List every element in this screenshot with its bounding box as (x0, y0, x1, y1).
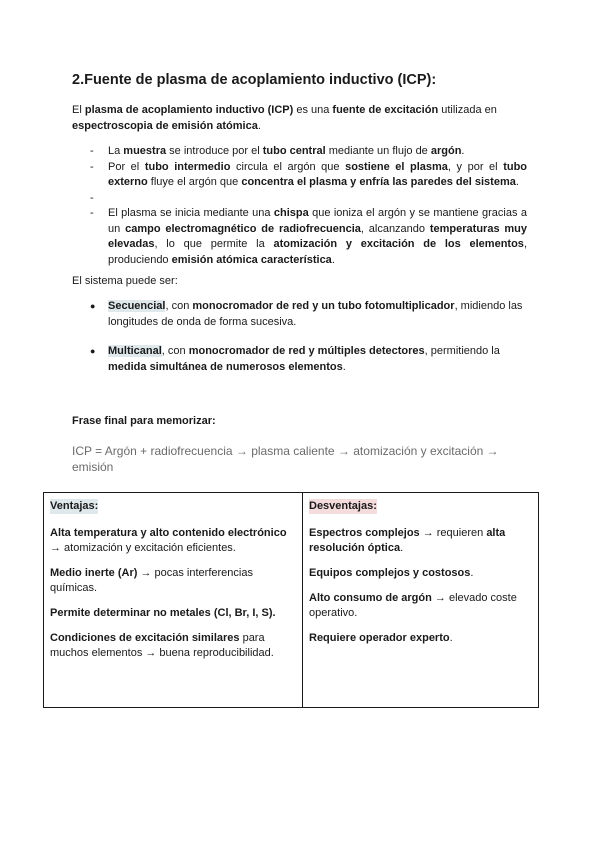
dash-bold: sostiene el plasma (345, 160, 448, 173)
bullet-text: , midiendo las longitudes de onda de forma sucesiva. (108, 300, 523, 328)
dash-text: , y por el (447, 160, 504, 173)
dash-text: mediante un flujo de (325, 145, 431, 157)
disadvantage-text: . (449, 632, 453, 644)
intro-text-3: utilizada en (438, 104, 497, 116)
disadvantage-item (309, 631, 532, 646)
advantage-item (50, 566, 296, 596)
dash-bold: argón (430, 145, 462, 157)
advantage-text: → atomización y excitación eficientes. (50, 542, 236, 554)
dash-bold: tubo central (262, 145, 326, 157)
bullet-text: . (342, 360, 346, 373)
intro-text-1: El (72, 104, 85, 116)
highlight-term: Multicanal (108, 345, 162, 357)
bullet-multicanal (90, 344, 527, 375)
intro-bold-3: espectroscopia de emisión atómica (72, 120, 258, 132)
bullet-bold: medida simultánea de numerosos elementos (108, 360, 343, 373)
intro-bold-2: fuente de excitación (332, 104, 439, 116)
intro-paragraph (72, 102, 527, 134)
intro-text-4: . (257, 120, 261, 132)
disadvantage-item (309, 591, 532, 621)
advantage-bold: Alta temperatura y alto contenido electrónico (50, 527, 287, 539)
bullet-bold: monocromador de red y un tubo fotomultiplicador (192, 300, 455, 312)
advantages-title: Ventajas: (50, 500, 99, 512)
memorize-title: Frase final para memorizar: (72, 415, 216, 427)
advantage-bold: Condiciones de excitación similares (50, 632, 240, 644)
dash-text: El plasma se inicia mediante una (108, 207, 274, 219)
advantage-bold: Medio inerte (Ar) (50, 567, 138, 579)
dash-bold: emisión atómica característica (171, 253, 332, 266)
dash-text: . (515, 176, 519, 188)
dash-text: fluye el argón que (147, 176, 242, 188)
dash-text: Por el (108, 160, 145, 173)
intro-text-2: es una (293, 104, 333, 116)
comparison-table (43, 492, 539, 708)
disadvantage-bold: Equipos complejos y costosos (309, 567, 471, 579)
disadvantage-bold: Espectros complejos (309, 527, 420, 539)
dash-bold: muestra (123, 145, 167, 157)
disadvantage-text: → elevado coste operativo. (309, 592, 517, 619)
dash-text: se introduce por el (166, 145, 263, 157)
bullet-text: , permitiendo la (424, 345, 500, 357)
dash-bold: tubo externo (108, 160, 528, 188)
dash-text: que ioniza el argón y se mantiene gracias a un (108, 207, 527, 235)
disadvantages-cell (303, 493, 539, 708)
advantage-text: para muchos elementos → buena reproducibilidad. (50, 632, 274, 659)
dash-item-empty (90, 191, 527, 207)
dash-bold: temperaturas muy elevadas (108, 222, 528, 250)
advantage-bold: Permite determinar no metales (Cl, Br, I, S). (50, 607, 276, 619)
dash-item-tubos (90, 160, 527, 191)
dash-text: , produciendo (108, 238, 527, 266)
memorize-formula: ICP = Argón + radiofrecuencia → plasma caliente → atomización y excitación → emisión (72, 444, 499, 474)
disadvantage-item (309, 566, 532, 581)
system-types-list (90, 299, 527, 389)
disadvantage-text: → requieren (419, 527, 487, 539)
disadvantage-bold: alta resolución óptica (309, 527, 506, 554)
dash-item-muestra (90, 144, 527, 160)
advantage-item (50, 606, 296, 621)
advantage-item (50, 526, 296, 556)
disadvantage-item (309, 526, 532, 556)
dash-text: , alcanzando (360, 222, 430, 235)
dash-list (90, 144, 527, 268)
dash-bold: chispa (273, 207, 309, 219)
disadvantages-title: Desventajas: (309, 500, 377, 512)
intro-bold-1: plasma de acoplamiento inductivo (ICP) (84, 104, 294, 116)
dash-bold: campo electromagnético de radiofrecuencia (125, 222, 361, 235)
advantage-text: → pocas interferencias químicas. (50, 567, 253, 594)
dash-item-chispa (90, 206, 527, 268)
highlight-term: Secuencial (108, 300, 166, 312)
dash-bold: tubo intermedio (144, 160, 231, 173)
section-heading: 2.Fuente de plasma de acoplamiento inductivo (ICP): (72, 72, 437, 88)
bullet-text: , con (161, 345, 189, 357)
table-row (44, 493, 539, 708)
dash-bold: concentra el plasma y enfría las paredes del sistema (241, 176, 516, 188)
disadvantage-bold: Alto consumo de argón (309, 592, 432, 604)
system-intro: El sistema puede ser: (72, 275, 178, 287)
bullet-text: , con (165, 300, 193, 312)
bullet-bold: monocromador de red y múltiples detectores (188, 345, 425, 357)
dash-text: . (461, 145, 465, 157)
advantage-item (50, 631, 296, 661)
dash-text: . (331, 253, 335, 266)
disadvantage-bold: Requiere operador experto (309, 632, 450, 644)
dash-text: , lo que permite la (154, 238, 274, 250)
dash-text: circula el argón que (230, 160, 346, 173)
disadvantage-text: . (400, 542, 404, 554)
advantages-cell (44, 493, 303, 708)
disadvantage-text: . (470, 567, 474, 579)
bullet-secuencial (90, 299, 527, 330)
dash-text: La (108, 145, 124, 157)
dash-bold: atomización y excitación de los elementos (273, 238, 524, 250)
